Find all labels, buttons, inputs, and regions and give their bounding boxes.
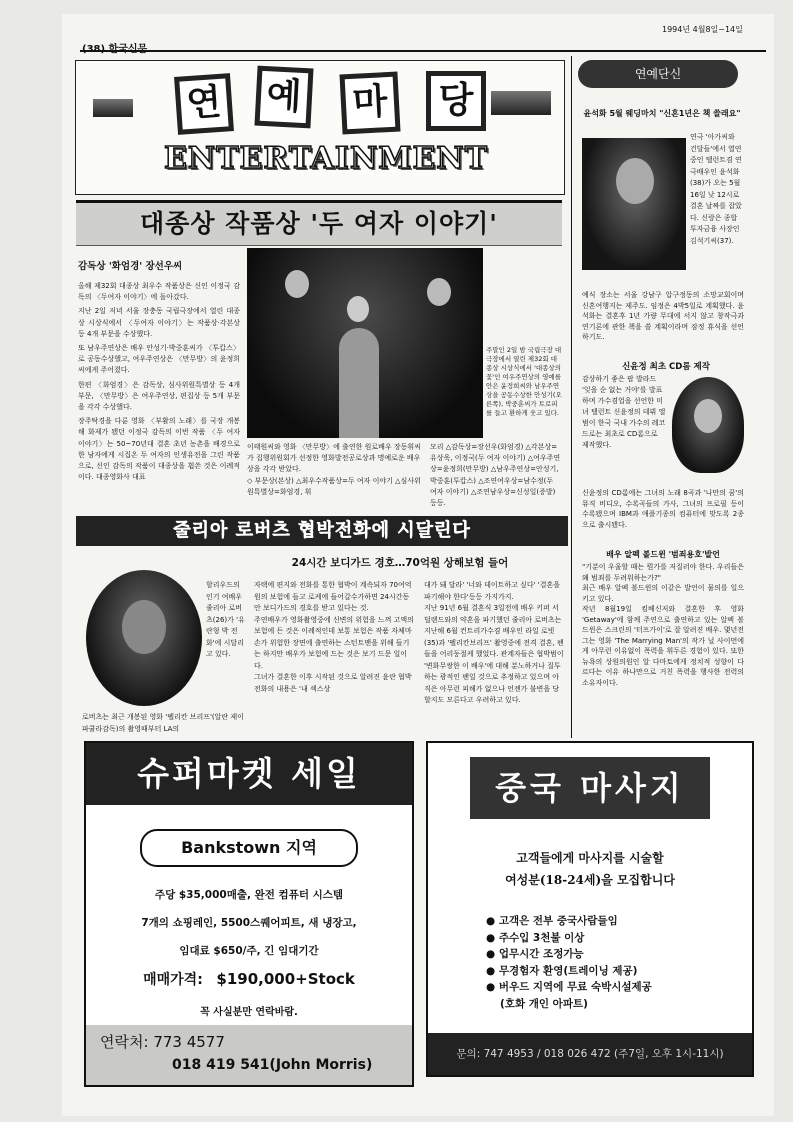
price-line [86,969,412,989]
contact-band [86,1025,412,1085]
article-paragraph: 또 남우주연상은 배우 안성기·박중훈씨가 〈투캅스〉로 공동수상했고, 여우주연상은 〈만무방〉의 윤정희씨에게 주어졌다. [78,344,240,375]
sidebar-item3-body: "기분이 우울할 때는 뭔가를 저질러야 한다. 우리들은 왜 범죄를 두려워하는가?" 최근 배우 알펙 볼드윈의 이같은 발언이 물의를 일으키고 있다. 작년 8월19일 킴베신저와 결혼한 후 영화 'Getaway'에 함께 주연으로 출연하고 있는 알펙 볼드윈은 스크린의 '터프가이'로 잘 알려진 배우. 몇년전 그는 영화 'The Marrying Man'의 작가 닐 사이먼에게 아무런 이유없이 폭력을 휘두른 경험이 있다. 또한 뉴욕의 상원의원인 알 다마토에게 정치적 성향이 다르다는 이유 하나만으로 거친 폭력을 행사한 전력의 소유자이다. [582,563,744,687]
banner-tile-3: 마 [339,72,400,135]
banner-tile-1: 연 [174,73,234,135]
issue-date: 1994년 4월8일~14일 [662,25,743,34]
audience-silhouette-left [93,99,133,117]
shin-yoonjung-photo [672,377,744,473]
julia-col2: 자택에 편지와 전화를 통한 협박이 계속되자 70여억원의 보험에 들고 로케에 들어갈수가하면 24시간동안 보디가드의 경호를 받고 있다는 것. 주연배우가 영화촬영중에 신변의 위험을 느껴 고액의 보험에 든 것은 이례적인데 보통 보험은 작품 자체마손가 위험한 장면에 출연하는 스턴트맨을 위해 들기는 하지만 배우가 보험에 드는 것은 보기 드문 일이다. 그녀가 결혼한 이후 시작된 것으로 알려진 윤란 협박전화의 내용은 '내 섹스상 [254,581,414,693]
yoon-seokhwa-photo [582,138,686,270]
sidebar-item1-head: 윤석화 5월 웨딩마치 "신혼1년은 책 쓸래요" [583,109,741,118]
banner-tile-4: 당 [426,71,486,131]
article-subhead: 감독상 '화엄경' 장선우씨 [78,261,183,272]
sidebar-item2-head: 신윤정 최초 CD롬 제작 [622,362,710,372]
banner-subtitle: ENTERTAINMENT [163,141,489,176]
audience-silhouette-right [491,91,551,115]
supermarket-ad-title: 슈퍼마켓 세일 [137,754,361,793]
location-badge: Bankstown 지역 [140,829,358,867]
phone-1: 773 4577 [153,1033,225,1051]
massage-ad [426,741,754,1077]
article-middle-column: 이태원씨와 영화 〈만무방〉에 출연한 원로배우 장동휘씨가 집행위원회가 선정한 영화발전공로상과 명예로운 배우상을 각각 받았다. ◇ 부문상(본상) △최우수작품상=두 여자 이야기 △심사위원특별상=화엄경, 휘 [247,443,421,496]
bullet-item: ● 고객은 전부 중국사람들임 [486,915,618,927]
sidebar-item1-text2: 예식 장소는 서울 강남구 압구정동의 소망교회이며 신혼여행지는 제주도. 임정은 4박5일로 계획했다. 윤석화는 결혼후 1년 가량 무대에 서지 않고 창작극과 연기론에 관한 책을 쓸 계획이라며 잠정 휴식을 선언하기도. [582,291,744,341]
article-paragraph: 장주탁경을 다룬 영화 〈부활의 노래〉를 국장 개봉해 화제가 됐던 이정국 감독의 이번 작품 〈두 여자 이야기〉는 50~70년대 결혼 초년 농촌을 배경으로 한 남자에게 시집온 두 여자의 인생유전을 그린 작품으로, 신인 감독의 작품이 대종상을 휩쓴 것은 이례적이다. 대종영화사 대표 [78,417,240,482]
photo-caption: 주말인 2일 밤 국립극장 대극장에서 열린 제32회 대종상 시상식에서 '대종상의 꽃'인 여우주연상의 영예를 안은 윤정희씨와 남우주연상을 공동수상한 안성기(오른쪽), 박중훈씨가 트로피를 들고 환하게 웃고 있다. [486,346,562,417]
article-right-column: 모리 △감독상=장선우(화엄경) △각본상=유상욱, 이정국(두 여자 이야기) △여우주연상=윤정희(만무방) △남우주연상=안성기, 박중훈(투캅스) △조연여우상=남수정(두 여자 이야기) △조연남우상=신성일(증발) 등등. [430,443,561,508]
bullet-item: ● 업무시간 조정가능 [486,948,584,960]
article-paragraph: 한편 〈화엄경〉은 감독상, 심사위원특별상 등 4개 부문, 〈만무방〉은 여우주연상, 편집상 등 5개 부문을 각각 수상했다. [78,380,240,412]
bullet-item: (호화 개인 아파트) [500,997,588,1010]
bullet-item: ● 버우드 지역에 무료 숙박시설제공 [486,981,652,993]
header-rule [80,50,766,52]
sidebar-divider [571,56,572,738]
bullet-item: ● 주수입 3천불 이상 [486,931,585,944]
julia-col3: 대가 돼 달라' '너와 데이트하고 싶다' '결혼을 파기해야 한다'등등 가지가지. 지난 91년 6월 결혼식 3일전에 배우 키퍼 서덜랜드와의 약혼을 파기했던 줄리아 로버츠는 지난해 6월 컨트리가수겸 배우인 라일 로빗(35)과 '펠리칸브리프' 촬영중에 전격 결혼, 팬들을 어리둥절케 했었다. 관계자들은 협박범이 '변화무쌍한 이 배우'에 대해 분노하거나 질투하는 광적인 팬일 것으로 추정하고 있으며 아직은 아무런 피해가 없으나 언젠가 불변을 당할지도 모른다고 우려하고 있다. [424,581,564,704]
contact-label: 연락처: [100,1033,149,1051]
sidebar-item2-text2: 신윤정의 CD롬에는 그녀의 노래 8곡과 '나만의 꿈'의 뮤직 비디오, 수록곡들의 가사, 그녀의 프로필 등이 수록됐으며 IBM과 애플기종의 컴퓨터에 맞도록 2종으로 출시됐다. [582,489,744,529]
massage-ad-footer: 문의: 747 4953 / 018 026 472 (주7일, 오후 1시-11시) [428,1033,752,1075]
sidebar-item3-head: 배우 알펙 볼드윈 '범죄용호'발언 [606,550,720,559]
entertainment-banner [75,60,565,195]
sidebar-title: 연예단신 [578,60,738,88]
bullet-item: ● 무경험자 환영(트레이닝 제공) [486,964,638,977]
article-paragraph: 지난 2일 저녁 서울 장충동 국립극장에서 열린 대종상 시상식에서 〈두여자 이야기〉는 작품상·각본상 등 4개 부문을 수상했다. [78,307,240,338]
massage-ad-intro: 고객들에게 마사지를 시술할 여성분(18-24세)을 모집합니다 [505,851,675,887]
article-paragraph: 올해 제32회 대종상 최우수 작품상은 신인 이정국 감독의 〈두여자 이야기〉에 돌아갔다. [78,282,240,302]
price-label: 매매가격: [143,972,203,988]
article-left-column [78,258,240,486]
julia-headline-band [76,516,568,546]
supermarket-ad-details [86,881,412,965]
julia-roberts-photo [86,570,202,706]
awards-photo [247,248,483,438]
sidebar-item2-text: 감상하기 좋은 팝 발라드 '잊을 순 없는 거야'를 발표하며 가수겸업을 선언한 미녀 탤런트 신윤정의 데뷔 앨범이 한국 국내 가수의 레코드로는 최초로 CD롬으로 제작했다. [582,375,666,449]
massage-ad-bullets [486,913,736,1012]
page-label [82,40,147,55]
ad-line: 주당 $35,000매출, 완전 컴퓨터 시스템 [154,889,344,901]
julia-subhead: 24시간 보디가드 경호…70억원 상해보험 들어 [291,557,509,569]
julia-headline: 줄리아 로버츠 협박전화에 시달린다 [173,520,471,541]
ad-line: 7개의 쇼핑레인, 5500스퀘어피트, 새 냉장고, [141,917,357,929]
phone-2: 018 419 541(John Morris) [172,1057,373,1073]
ad-note: 꼭 사실분만 연락바람. [200,1007,298,1018]
main-headline: 대종상 작품상 '두 여자 이야기' [140,209,498,238]
headline-band [76,200,562,246]
ad-line: 임대료 $650/주, 긴 임대기간 [179,945,319,957]
banner-tile-2: 예 [254,66,313,129]
julia-col1-a: 할리우드의 인기 여배우 줄리아 로버츠(26)가 '유란형 박 전화'에 시달리고 있다. [206,581,245,658]
sidebar-item1-text: 연극 '아가씨와 건달들'에서 열연중인 탤런트겸 연극배우인 윤석화(38)가 오는 5월16일 낮 12시로 결혼 날짜를 잡았다. 신랑은 종합투자금융 사장인 김석기씨(37). [690,133,742,245]
price-value: $190,000+Stock [216,970,355,988]
julia-col1-b: 로버츠는 최근 개봉된 영화 '펠리칸 브리프'(알란 제이 파큘라감독)의 촬영때부터 LA의 [82,713,244,733]
supermarket-ad [84,741,414,1087]
massage-ad-title: 중국 마사지 [495,769,685,807]
